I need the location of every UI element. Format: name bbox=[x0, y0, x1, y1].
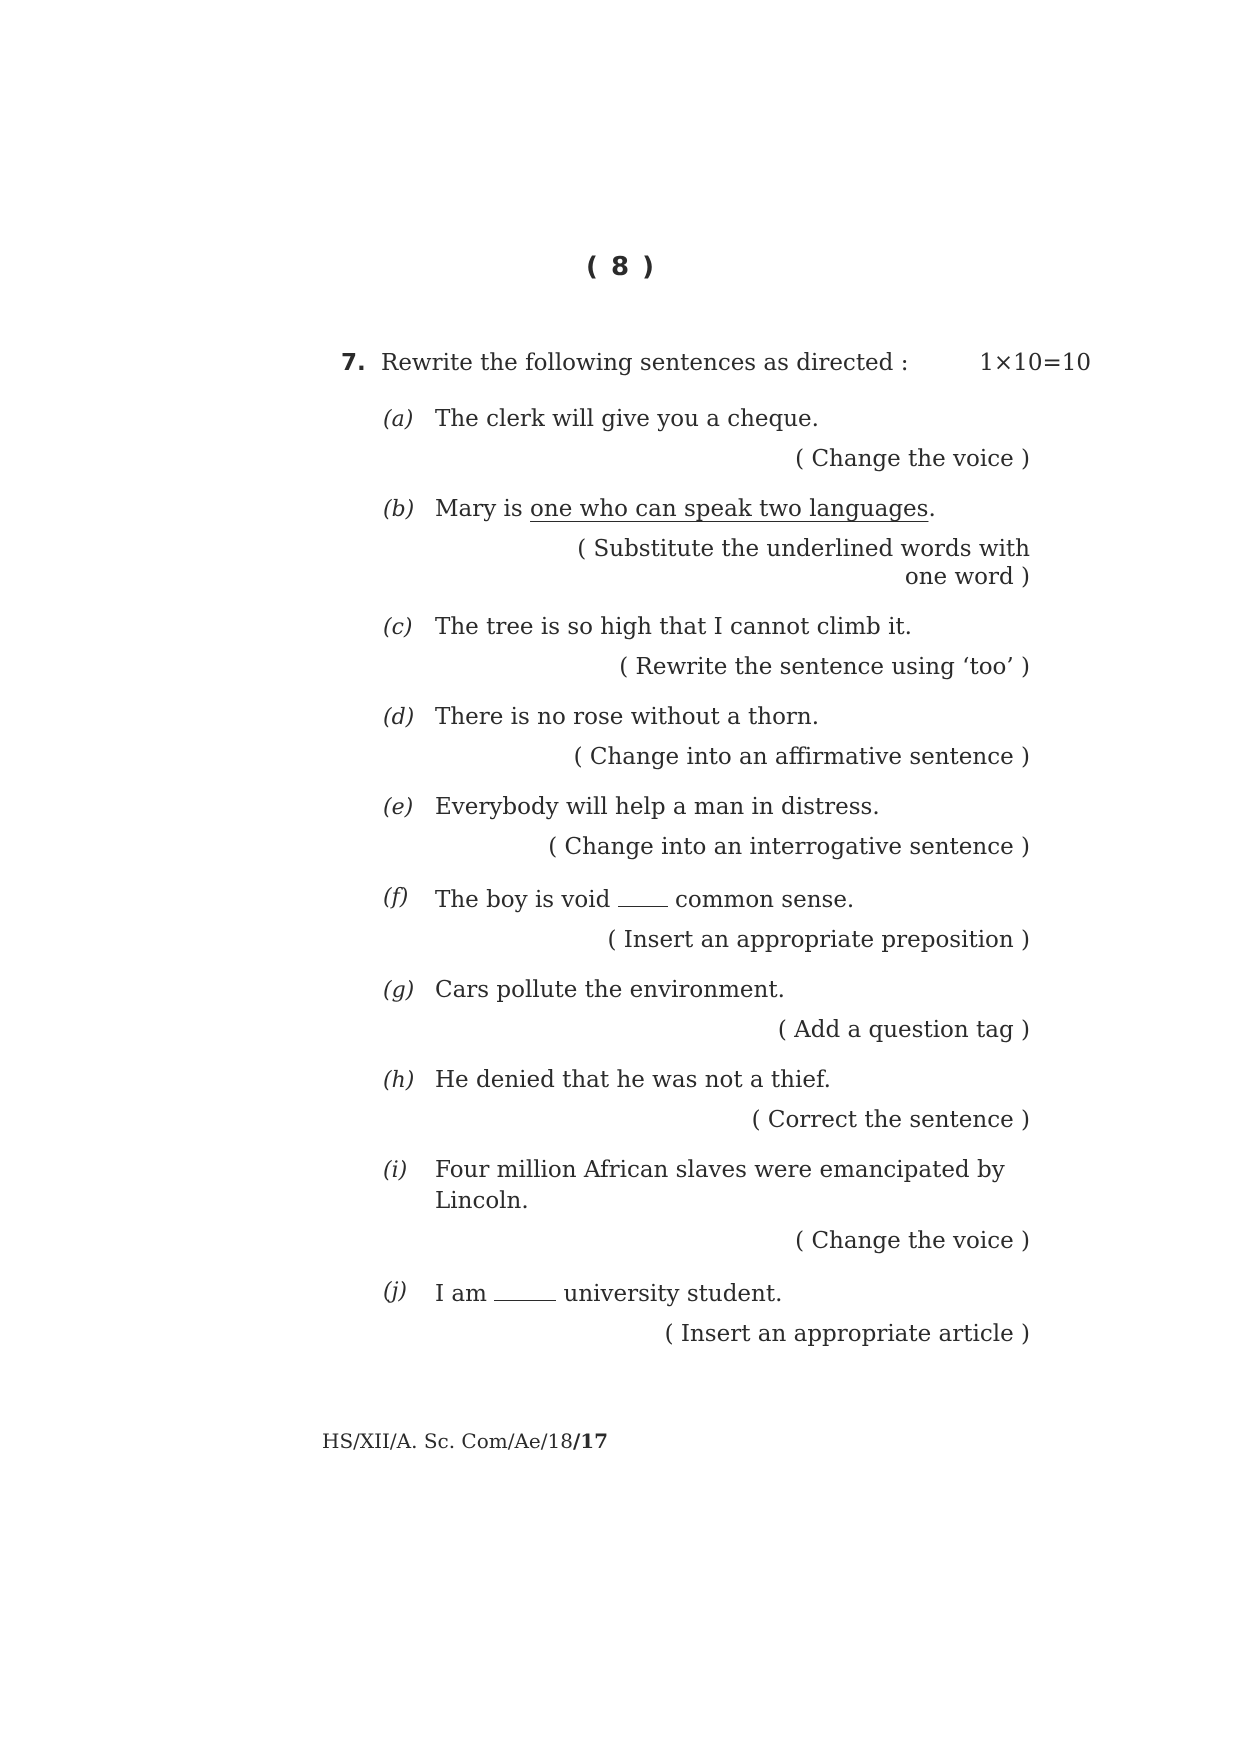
item-instruction: ( Insert an appropriate preposition ) bbox=[607, 927, 1030, 953]
sentence-line: Lincoln. bbox=[435, 1188, 529, 1214]
sentence-part: common sense. bbox=[667, 887, 855, 913]
sentence-part: I am bbox=[435, 1281, 495, 1307]
item-label: (j) bbox=[383, 1279, 407, 1304]
item-sentence bbox=[435, 494, 1030, 525]
item-instruction: ( Rewrite the sentence using ‘too’ ) bbox=[619, 654, 1030, 680]
sentence-part: The boy is void bbox=[435, 887, 618, 913]
sub-question-d bbox=[383, 702, 1030, 771]
item-sentence bbox=[435, 882, 1030, 916]
item-label: (c) bbox=[383, 615, 413, 640]
item-instruction bbox=[383, 535, 1030, 591]
item-label: (e) bbox=[383, 795, 414, 820]
sentence-line: Four million African slaves were emancipated by bbox=[435, 1157, 1005, 1183]
sub-question-g bbox=[383, 975, 1030, 1044]
item-label: (a) bbox=[383, 407, 414, 432]
item-label: (b) bbox=[383, 497, 415, 522]
item-instruction: ( Change into an interrogative sentence ) bbox=[548, 834, 1030, 860]
item-instruction: ( Add a question tag ) bbox=[777, 1017, 1030, 1043]
instruction-line: ( Substitute the underlined words with bbox=[577, 536, 1030, 562]
sub-question-f bbox=[383, 882, 1030, 954]
item-instruction: ( Insert an appropriate article ) bbox=[664, 1321, 1030, 1347]
paper-code-footer bbox=[322, 1428, 608, 1454]
sentence-part: university student. bbox=[556, 1281, 783, 1307]
sub-question-b bbox=[383, 494, 1030, 591]
item-sentence: Cars pollute the environment. bbox=[435, 977, 785, 1003]
sentence-part: Mary is bbox=[435, 496, 531, 522]
sub-question-i bbox=[383, 1155, 1030, 1255]
item-label: (i) bbox=[383, 1158, 408, 1183]
paper-code: HS/XII/A. Sc. Com/Ae/18 bbox=[322, 1429, 573, 1453]
item-label: (d) bbox=[383, 705, 415, 730]
item-sentence bbox=[435, 1155, 1030, 1217]
question-marks: 1×10=10 bbox=[979, 350, 1091, 376]
item-label: (g) bbox=[383, 978, 415, 1003]
item-sentence bbox=[435, 1276, 1030, 1310]
sub-question-h bbox=[383, 1065, 1030, 1134]
blank-line bbox=[618, 882, 668, 907]
sub-question-c bbox=[383, 612, 1030, 681]
item-sentence: He denied that he was not a thief. bbox=[435, 1067, 831, 1093]
item-instruction: ( Correct the sentence ) bbox=[751, 1107, 1030, 1133]
item-instruction: ( Change the voice ) bbox=[795, 1228, 1030, 1254]
page-number: ( 8 ) bbox=[586, 252, 656, 282]
item-sentence: There is no rose without a thorn. bbox=[435, 704, 820, 730]
item-sentence: The clerk will give you a cheque. bbox=[435, 406, 819, 432]
question-text: Rewrite the following sentences as directed : bbox=[381, 350, 909, 376]
item-sentence: The tree is so high that I cannot climb it. bbox=[435, 614, 912, 640]
sub-question-a bbox=[383, 404, 1030, 473]
sentence-part: . bbox=[928, 496, 936, 522]
instruction-line: one word ) bbox=[904, 564, 1030, 590]
underlined-words: one who can speak two languages bbox=[530, 496, 929, 522]
item-instruction: ( Change into an affirmative sentence ) bbox=[573, 744, 1030, 770]
item-sentence: Everybody will help a man in distress. bbox=[435, 794, 880, 820]
item-label: (h) bbox=[383, 1068, 415, 1093]
item-label: (f) bbox=[383, 885, 409, 910]
total-pages: /17 bbox=[572, 1429, 609, 1453]
question-number: 7. bbox=[341, 350, 366, 376]
sub-question-e bbox=[383, 792, 1030, 861]
item-instruction: ( Change the voice ) bbox=[795, 446, 1030, 472]
sub-question-list bbox=[383, 404, 1030, 1369]
sub-question-j bbox=[383, 1276, 1030, 1348]
blank-line bbox=[494, 1276, 556, 1301]
